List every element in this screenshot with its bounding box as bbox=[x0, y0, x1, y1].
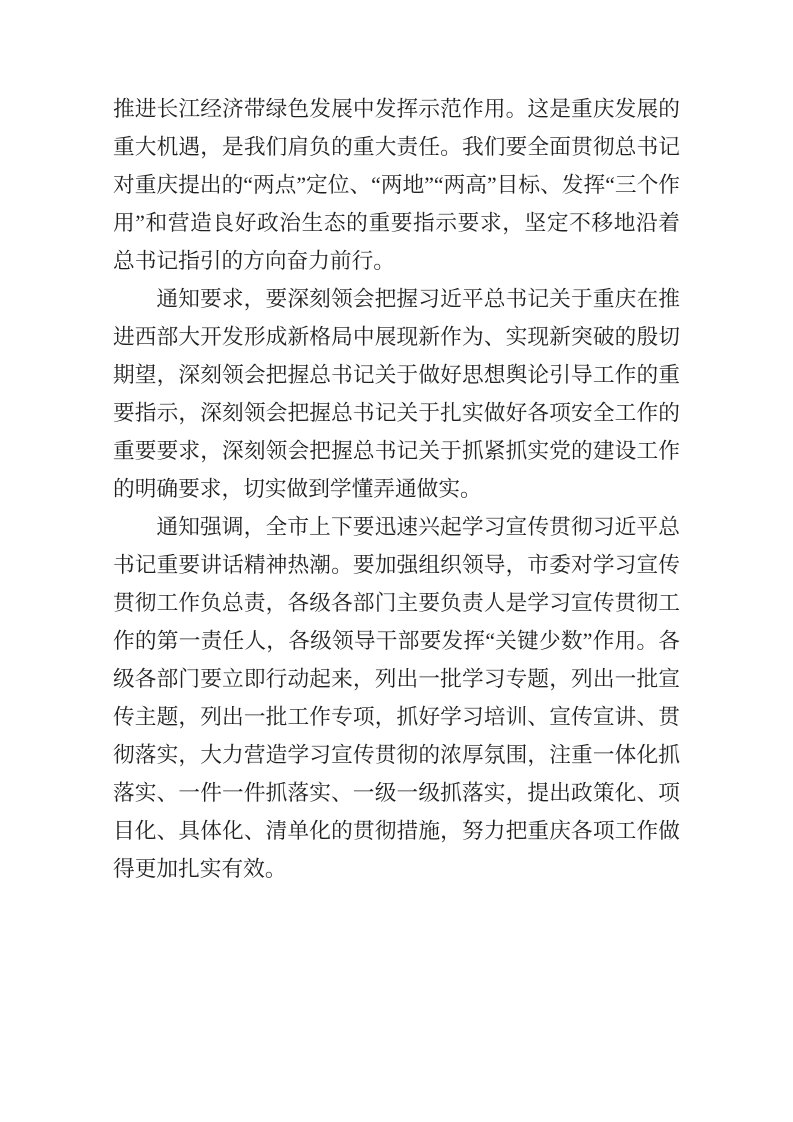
paragraph-continuation: 推进长江经济带绿色发展中发挥示范作用。这是重庆发展的重大机遇，是我们肩负的重大责任。我们要全面贯彻总书记对重庆提出的“两点”定位、“两地”“两高”目标、发挥“三个作用”和营造良好政治生态的重要指示要求，坚定不移地沿着总书记指引的方向奋力前行。 bbox=[113, 97, 680, 273]
document-body bbox=[113, 90, 680, 888]
paragraph-notice-emphasis: 通知强调，全市上下要迅速兴起学习宣传贯彻习近平总书记重要讲话精神热潮。要加强组织领导，市委对学习宣传贯彻工作负总责，各级各部门主要负责人是学习宣传贯彻工作的第一责任人，各级领导干部要发挥“关键少数”作用。各级各部门要立即行动起来，列出一批学习专题，列出一批宣传主题，列出一批工作专项，抓好学习培训、宣传宣讲、贯彻落实，大力营造学习宣传贯彻的浓厚氛围，注重一体化抓落实、一件一件抓落实、一级一级抓落实，提出政策化、项目化、具体化、清单化的贯彻措施，努力把重庆各项工作做得更加扎实有效。 bbox=[113, 515, 680, 881]
paragraph-notice-requirements: 通知要求，要深刻领会把握习近平总书记关于重庆在推进西部大开发形成新格局中展现新作为、实现新突破的殷切期望，深刻领会把握总书记关于做好思想舆论引导工作的重要指示，深刻领会把握总书记关于扎实做好各项安全工作的重要要求，深刻领会把握总书记关于抓紧抓实党的建设工作的明确要求，切实做到学懂弄通做实。 bbox=[113, 287, 680, 501]
